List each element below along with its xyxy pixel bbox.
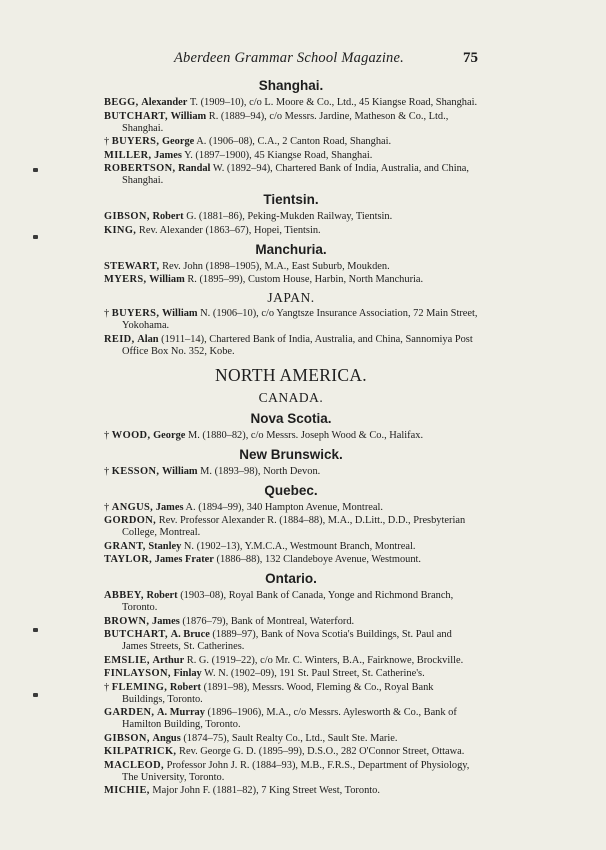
- entry-details: (1896–1906), M.A., c/o Messrs. Aylesworth & Co., Bank of Hamilton Building, Toronto.: [122, 707, 457, 730]
- entry-details: Rev. Professor Alexander R. (1884–88), M.A., D.Litt., D.D., Presbyterian College, Montreal.: [122, 515, 466, 538]
- entry-details: (1891–98), Messrs. Wood, Fleming & Co., Royal Bank Buildings, Toronto.: [122, 681, 434, 705]
- section-heading: Quebec.: [264, 482, 318, 498]
- entry-surname: BEGG,: [104, 97, 139, 108]
- entry-surname: STEWART,: [104, 260, 160, 272]
- deceased-mark: †: [104, 136, 112, 147]
- margin-mark: [33, 693, 38, 697]
- entry-given-name: William: [170, 110, 207, 122]
- entry-surname: MILLER,: [104, 149, 152, 161]
- entry-surname: KILPATRICK,: [104, 746, 177, 757]
- directory-entry: [104, 225, 478, 237]
- entry-given-name: Stanley: [148, 540, 182, 552]
- entry-surname: FLEMING,: [111, 681, 168, 693]
- entry-surname: BUTCHART,: [104, 629, 168, 640]
- entry-details: (1889–97), Bank of Nova Scotia's Buildings, St. Paul and James Streets, St. Catherines.: [122, 629, 452, 652]
- entry-given-name: A. Bruce: [170, 629, 210, 640]
- directory-entry: [104, 136, 478, 148]
- entry-details: A. (1894–99), 340 Hampton Avenue, Montreal.: [183, 501, 383, 513]
- section-heading: Nova Scotia.: [250, 410, 332, 426]
- entry-surname: ROBERTSON,: [104, 163, 176, 174]
- margin-mark: [33, 235, 38, 239]
- entry-given-name: A. Murray: [157, 707, 205, 718]
- directory-entry: [104, 746, 478, 758]
- deceased-mark: †: [104, 501, 112, 513]
- directory-entry: [104, 211, 478, 223]
- entry-details: N. (1906–10), c/o Yangtsze Insurance Association, 72 Main Street, Yokohama.: [122, 308, 478, 331]
- directory-entry: [104, 590, 478, 614]
- entry-surname: MICHIE,: [104, 785, 150, 796]
- entry-given-name: Alexander: [141, 97, 188, 108]
- entry-details: Rev. Alexander (1863–67), Hopei, Tientsin.: [138, 224, 321, 236]
- entry-given-name: Robert: [169, 681, 202, 693]
- entry-surname: ABBEY,: [104, 590, 144, 601]
- section-heading: JAPAN.: [267, 290, 315, 305]
- magazine-title: Aberdeen Grammar School Magazine.: [174, 50, 404, 66]
- margin-mark: [33, 628, 38, 632]
- entry-given-name: William: [161, 465, 198, 477]
- section-heading: CANADA.: [258, 389, 324, 405]
- directory-entry: [104, 111, 478, 135]
- directory-entry: [104, 466, 478, 478]
- entry-details: (1876–79), Bank of Montreal, Waterford.: [179, 615, 355, 627]
- entry-given-name: James: [154, 149, 182, 161]
- entry-details: Y. (1897–1900), 45 Kiangse Road, Shanghai.: [181, 149, 373, 161]
- directory-entry: [104, 707, 478, 731]
- entry-surname: MACLEOD,: [104, 759, 165, 771]
- entry-surname: GRANT,: [104, 540, 146, 552]
- entry-given-name: William: [161, 308, 198, 319]
- directory-entry: [104, 163, 478, 187]
- entry-surname: GIBSON,: [104, 732, 150, 744]
- entry-surname: GARDEN,: [104, 707, 155, 718]
- directory-entry: [104, 554, 478, 566]
- directory-entry: [104, 655, 478, 667]
- entry-details: R. (1889–94), c/o Messrs. Jardine, Matheson & Co., Ltd., Shanghai.: [122, 110, 449, 134]
- directory-entry: [104, 760, 478, 784]
- entry-details: Rev. John (1898–1905), M.A., East Suburb, Moukden.: [162, 260, 390, 272]
- entry-surname: EMSLIE,: [104, 654, 150, 666]
- directory-entry: [104, 515, 478, 539]
- directory-entry: [104, 150, 478, 162]
- entry-details: R. (1895–99), Custom House, Harbin, North Manchuria.: [184, 274, 424, 285]
- directory-entry: [104, 785, 478, 797]
- entry-surname: FINLAYSON,: [104, 668, 171, 679]
- deceased-mark: †: [104, 308, 112, 319]
- entry-details: T. (1909–10), c/o L. Moore & Co., Ltd., 45 Kiangse Road, Shanghai.: [187, 97, 478, 108]
- entry-given-name: Finlay: [173, 668, 202, 679]
- section-heading: Ontario.: [265, 571, 317, 586]
- directory-entry: [104, 733, 478, 745]
- directory-entry: [104, 629, 478, 653]
- entry-surname: REID,: [104, 333, 135, 345]
- directory-entry: [104, 616, 478, 628]
- entry-surname: KING,: [104, 224, 137, 236]
- entry-given-name: George: [153, 429, 186, 441]
- entry-details: (1886–88), 132 Clandeboye Avenue, Westmount.: [213, 554, 422, 565]
- entry-surname: WOOD,: [111, 429, 151, 441]
- entry-surname: MYERS,: [104, 274, 147, 285]
- directory-entry: [104, 308, 478, 332]
- directory-entry: [104, 682, 478, 706]
- entry-surname: GORDON,: [104, 515, 157, 526]
- entry-surname: BUYERS,: [111, 308, 160, 319]
- deceased-mark: †: [104, 465, 112, 477]
- section-heading: NORTH AMERICA.: [215, 364, 367, 385]
- entry-details: (1903–08), Royal Bank of Canada, Yonge and Richmond Branch, Toronto.: [122, 590, 454, 613]
- entry-surname: BUYERS,: [111, 136, 160, 147]
- entry-given-name: James Frater: [154, 554, 214, 565]
- entry-given-name: Randal: [178, 163, 211, 174]
- entry-surname: TAYLOR,: [104, 554, 153, 565]
- entry-surname: BROWN,: [104, 615, 150, 627]
- section-heading: Manchuria.: [255, 241, 327, 257]
- deceased-mark: †: [104, 681, 112, 693]
- entry-details: Professor John J. R. (1884–93), M.B., F.R.S., Department of Physiology, The University, Toronto.: [122, 759, 470, 783]
- entry-given-name: Arthur: [152, 654, 185, 666]
- entry-details: A. (1906–08), C.A., 2 Canton Road, Shanghai.: [194, 136, 392, 147]
- entry-details: W. N. (1902–09), 191 St. Paul Street, St. Catherine's.: [201, 668, 425, 679]
- section-heading: New Brunswick.: [239, 446, 343, 462]
- entry-details: M. (1893–98), North Devon.: [197, 465, 321, 477]
- directory-entry: [104, 430, 478, 442]
- directory-entry: [104, 502, 478, 514]
- section-heading: Shanghai.: [258, 78, 324, 93]
- entry-details: R. G. (1919–22), c/o Mr. C. Winters, B.A., Fairknowe, Brockville.: [184, 654, 464, 666]
- entry-details: (1911–14), Chartered Bank of India, Australia, and China, Sannomiya Post Office Box No. 352, Kobe.: [122, 333, 473, 357]
- alumni-directory: [104, 78, 478, 799]
- entry-given-name: George: [161, 136, 195, 147]
- entry-surname: GIBSON,: [104, 211, 150, 222]
- section-heading: Tientsin.: [263, 192, 319, 207]
- entry-given-name: Alan: [137, 333, 159, 345]
- page-number: 75: [463, 50, 478, 66]
- directory-entry: [104, 668, 478, 680]
- entry-details: G. (1881–86), Peking-Mukden Railway, Tientsin.: [183, 211, 393, 222]
- entry-given-name: James: [155, 501, 184, 513]
- entry-details: Major John F. (1881–82), 7 King Street West, Toronto.: [152, 785, 380, 796]
- entry-given-name: Robert: [152, 211, 184, 222]
- entry-surname: KESSON,: [111, 465, 160, 477]
- entry-given-name: James: [152, 615, 180, 627]
- running-header: [104, 50, 478, 70]
- entry-details: M. (1880–82), c/o Messrs. Joseph Wood & Co., Halifax.: [185, 429, 424, 441]
- entry-given-name: Angus: [152, 732, 181, 744]
- directory-entry: [104, 97, 478, 109]
- entry-details: N. (1902–13), Y.M.C.A., Westmount Branch, Montreal.: [181, 540, 416, 552]
- entry-details: Rev. George G. D. (1895–99), D.S.O., 282 O'Connor Street, Ottawa.: [179, 746, 465, 757]
- entry-details: (1874–75), Sault Realty Co., Ltd., Sault Ste. Marie.: [180, 732, 398, 744]
- margin-mark: [33, 168, 38, 172]
- entry-surname: BUTCHART,: [104, 110, 168, 122]
- directory-entry: [104, 274, 478, 286]
- directory-entry: [104, 334, 478, 358]
- deceased-mark: †: [104, 429, 112, 441]
- entry-surname: ANGUS,: [111, 501, 154, 513]
- entry-details: W. (1892–94), Chartered Bank of India, Australia, and China, Shanghai.: [122, 163, 469, 186]
- directory-entry: [104, 261, 478, 273]
- directory-entry: [104, 541, 478, 553]
- entry-given-name: Robert: [146, 590, 178, 601]
- entry-given-name: William: [149, 274, 185, 285]
